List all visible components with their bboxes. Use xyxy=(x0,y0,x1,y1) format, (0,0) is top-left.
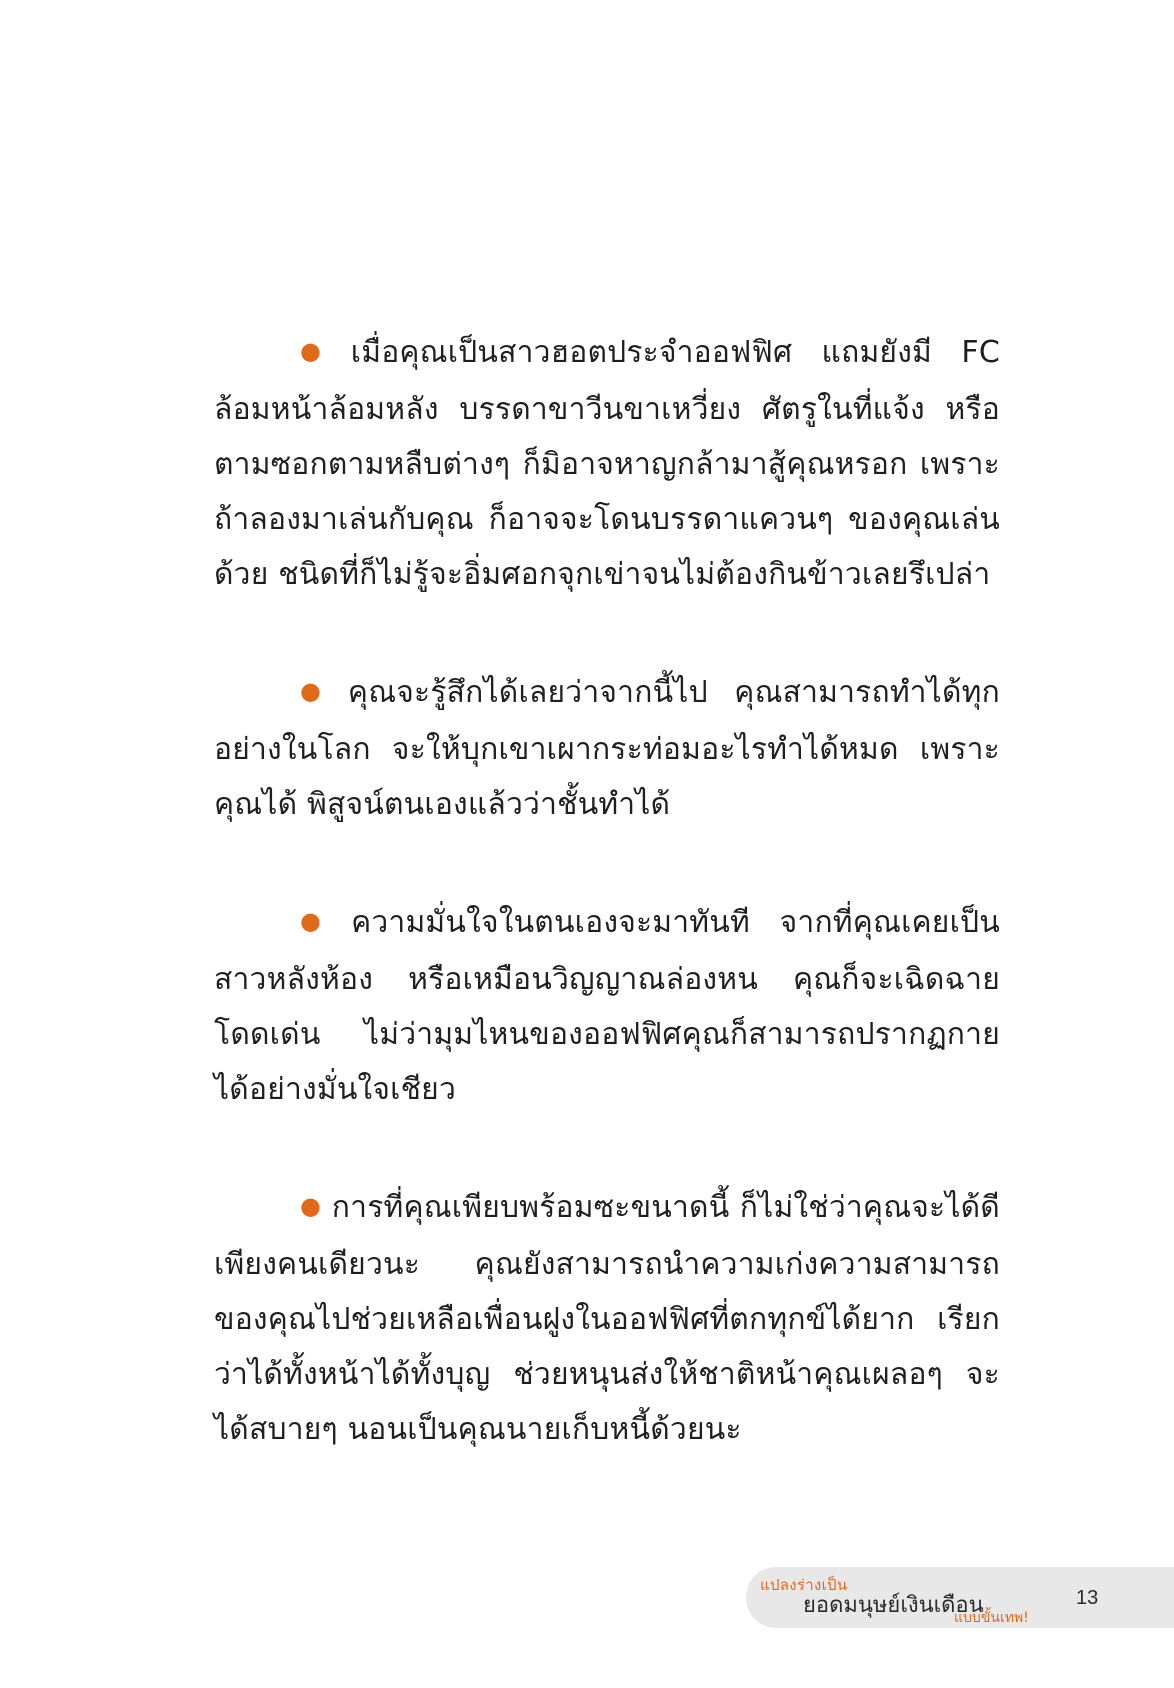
paragraph-2 xyxy=(214,665,1000,832)
bullet-icon: ● xyxy=(300,1192,322,1220)
bullet-icon: ● xyxy=(300,337,341,365)
page-number: 13 xyxy=(1076,1587,1099,1609)
bullet-icon: ● xyxy=(300,907,342,935)
book-title-top: แปลงร่างเป็น xyxy=(760,1576,848,1594)
document-body xyxy=(214,325,1000,1520)
paragraph-3-text: ความมั่นใจในตนเองจะมาทันที จากที่คุณเคยเป็นสาวหลังห้อง หรือเหมือนวิญญาณล่องหน คุณก็จะเฉิดฉายโดดเด่น ไม่ว่ามุมไหนของออฟฟิศคุณก็สามารถปรากฏกายได้อย่างมั่นใจเชียว xyxy=(214,905,1000,1107)
paragraph-4-text: การที่คุณเพียบพร้อมซะขนาดนี้ ก็ไม่ใช่ว่าคุณจะได้ดีเพียงคนเดียวนะ คุณยังสามารถนำความเก่งความสามารถของคุณไปช่วยเหลือเพื่อนฝูงในออฟฟิศที่ตกทุกข์ได้ยาก เรียกว่าได้ทั้งหน้าได้ทั้งบุญ ช่วยหนุนส่งให้ชาติหน้าคุณเผลอๆ จะได้สบายๆ นอนเป็นคุณนายเก็บหนี้ด้วยนะ xyxy=(214,1190,1000,1447)
paragraph-2-text: คุณจะรู้สึกได้เลยว่าจากนี้ไป คุณสามารถทำได้ทุกอย่างในโลก จะให้บุกเขาเผากระท่อมอะไรทำได้หมด เพราะคุณได้ พิสูจน์ตนเองแล้วว่าชั้นทำได้ xyxy=(214,675,1000,822)
page-footer xyxy=(746,1567,1174,1628)
paragraph-4 xyxy=(214,1180,1000,1457)
paragraph-3 xyxy=(214,895,1000,1117)
paragraph-1 xyxy=(214,325,1000,602)
bullet-icon: ● xyxy=(300,677,338,705)
book-title-sub: แบบขั้นเทพ! xyxy=(954,1610,1029,1626)
book-title-main: ยอดมนุษย์เงินเดือน xyxy=(803,1593,984,1618)
paragraph-1-text: เมื่อคุณเป็นสาวฮอตประจำออฟฟิศ แถมยังมี FC ล้อมหน้าล้อมหลัง บรรดาขาวีนขาเหวี่ยง ศัตรูในที่แจ้ง หรือตามซอกตามหลืบต่างๆ ก็มิอาจหาญกล้ามาสู้คุณหรอก เพราะถ้าลองมาเล่นกับคุณ ก็อาจจะโดนบรรดาแควนๆ ของคุณเล่นด้วย ชนิดที่ก็ไม่รู้จะอิ่มศอกจุกเข่าจนไม่ต้องกินข้าวเลยรึเปล่า xyxy=(214,335,1000,592)
